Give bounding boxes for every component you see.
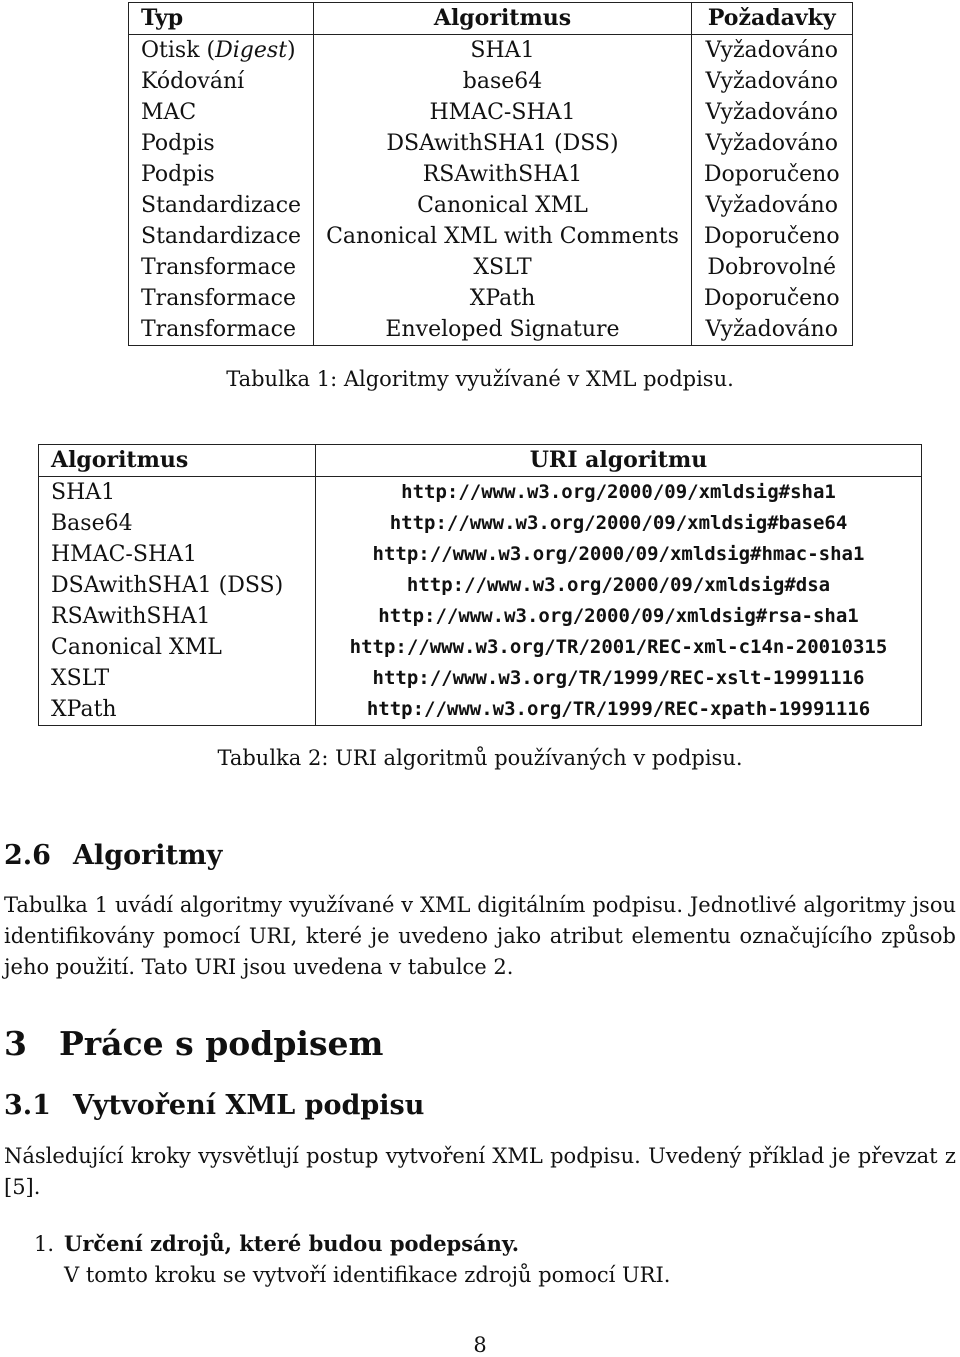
table-cell-algorithm: Base64 — [39, 508, 316, 539]
list-item-heading — [34, 1228, 670, 1260]
section-title: Vytvoření XML podpisu — [72, 1090, 425, 1121]
table-cell-algorithm: Canonical XML — [39, 632, 316, 663]
table-row — [129, 314, 853, 346]
table-cell-type: MAC — [129, 97, 314, 128]
table-cell-uri: http://www.w3.org/TR/1999/REC-xslt-19991116 — [372, 667, 865, 689]
table-row — [129, 190, 853, 221]
table-row — [129, 221, 853, 252]
section-2-6-paragraph: Tabulka 1 uvádí algoritmy využívané v XML digitálním podpisu. Jednotlivé algoritmy jsou identifikovány pomocí URI, které je uvedeno jako atribut elementu označujícího způsob jeho použití. Tato URI jsou uvedena v tabulce 2. — [4, 893, 956, 979]
list-item-text: V tomto kroku se vytvoří identifikace zdrojů pomocí URI. — [64, 1263, 671, 1287]
table-header-row — [39, 445, 922, 477]
table-cell-type — [129, 35, 314, 67]
table-cell-type: Standardizace — [129, 190, 314, 221]
table-cell-requirement: Vyžadováno — [691, 314, 852, 346]
table1-caption: Tabulka 1: Algoritmy využívané v XML podpisu. — [226, 367, 734, 391]
section-number: 2.6 — [4, 840, 51, 871]
page-number: 8 — [473, 1333, 487, 1357]
section-2-6-heading — [4, 840, 222, 871]
table-row — [129, 66, 853, 97]
table-cell-type: Kódování — [129, 66, 314, 97]
list-item — [34, 1228, 670, 1291]
algorithms-table — [128, 2, 853, 346]
list-item-number: 1. — [34, 1232, 55, 1256]
table-header-row — [129, 3, 853, 35]
table-row — [39, 508, 922, 539]
header-typ: Typ — [129, 3, 314, 35]
table-cell-uri: http://www.w3.org/2000/09/xmldsig#rsa-sha1 — [378, 605, 859, 627]
header-algoritmus: Algoritmus — [433, 5, 572, 31]
digest-italic: Digest — [215, 38, 288, 63]
section-3-1-heading — [4, 1090, 424, 1121]
table-cell-requirement: Doporučeno — [691, 221, 852, 252]
table-cell-requirement: Dobrovolné — [691, 252, 852, 283]
table-cell-type: Transformace — [129, 314, 314, 346]
table-row — [39, 570, 922, 601]
header-algoritmus: Algoritmus — [39, 445, 316, 477]
table-cell-requirement: Vyžadováno — [691, 128, 852, 159]
table-row — [39, 539, 922, 570]
table-cell-uri: http://www.w3.org/TR/1999/REC-xpath-19991116 — [366, 698, 871, 720]
table-cell-algorithm: XSLT — [473, 255, 532, 280]
table-cell-algorithm: HMAC-SHA1 — [39, 539, 316, 570]
section-3-heading — [4, 1024, 383, 1063]
table-row — [129, 97, 853, 128]
header-pozadavky: Požadavky — [691, 3, 852, 35]
table-cell-algorithm: DSAwithSHA1 (DSS) — [386, 131, 619, 156]
section-title: Práce s podpisem — [58, 1024, 384, 1063]
table-row — [129, 252, 853, 283]
table-cell-type: Transformace — [129, 252, 314, 283]
table-cell-requirement: Doporučeno — [691, 283, 852, 314]
table-cell-algorithm: Enveloped Signature — [385, 317, 620, 342]
table-cell-algorithm: HMAC-SHA1 — [429, 100, 576, 125]
section-number: 3 — [4, 1024, 27, 1063]
table-row — [129, 128, 853, 159]
section-number: 3.1 — [4, 1090, 51, 1121]
table-row — [129, 35, 853, 67]
list-item-title: Určení zdrojů, které budou podepsány. — [64, 1231, 520, 1256]
table-cell-uri: http://www.w3.org/2000/09/xmldsig#base64 — [389, 512, 848, 534]
table-cell-uri: http://www.w3.org/2000/09/xmldsig#sha1 — [401, 481, 836, 503]
table-cell-requirement: Vyžadováno — [691, 35, 852, 67]
table-cell-type: Transformace — [129, 283, 314, 314]
table-row — [39, 694, 922, 726]
table-cell-uri: http://www.w3.org/TR/2001/REC-xml-c14n-20010315 — [349, 636, 888, 658]
table-cell-uri: http://www.w3.org/2000/09/xmldsig#hmac-sha1 — [372, 543, 865, 565]
table-cell-algorithm: XPath — [469, 286, 536, 311]
table-cell-requirement: Vyžadováno — [691, 66, 852, 97]
table-cell-algorithm: Canonical XML with Comments — [326, 224, 679, 249]
table-cell-algorithm: XSLT — [39, 663, 316, 694]
table-row — [129, 283, 853, 314]
table-row — [39, 601, 922, 632]
table-cell-algorithm: DSAwithSHA1 (DSS) — [39, 570, 316, 601]
table-cell-algorithm: RSAwithSHA1 — [39, 601, 316, 632]
section-3-1-paragraph: Následující kroky vysvětlují postup vytvoření XML podpisu. Uvedený příklad je převzat z [5]. — [4, 1144, 956, 1199]
digest-prefix: Otisk ( — [141, 38, 216, 63]
table-cell-algorithm: base64 — [462, 69, 543, 94]
table-cell-uri: http://www.w3.org/2000/09/xmldsig#dsa — [406, 574, 831, 596]
table-cell-requirement: Doporučeno — [691, 159, 852, 190]
table2-caption: Tabulka 2: URI algoritmů používaných v podpisu. — [217, 746, 743, 770]
table-cell-algorithm: XPath — [39, 694, 316, 726]
table-row — [39, 477, 922, 509]
table-row — [129, 159, 853, 190]
table-cell-algorithm: SHA1 — [39, 477, 316, 509]
table-cell-requirement: Vyžadováno — [691, 97, 852, 128]
table-cell-algorithm: RSAwithSHA1 — [422, 162, 583, 187]
header-uri: URI algoritmu — [529, 447, 708, 473]
table-cell-type: Podpis — [129, 159, 314, 190]
digest-suffix: ) — [287, 38, 296, 63]
table-cell-type: Standardizace — [129, 221, 314, 252]
table-cell-requirement: Vyžadováno — [691, 190, 852, 221]
table-row — [39, 632, 922, 663]
section-title: Algoritmy — [72, 840, 223, 871]
table-cell-algorithm: SHA1 — [470, 38, 535, 63]
table-cell-type: Podpis — [129, 128, 314, 159]
table-row — [39, 663, 922, 694]
algorithm-uri-table — [38, 444, 922, 726]
table-cell-algorithm: Canonical XML — [417, 193, 588, 218]
